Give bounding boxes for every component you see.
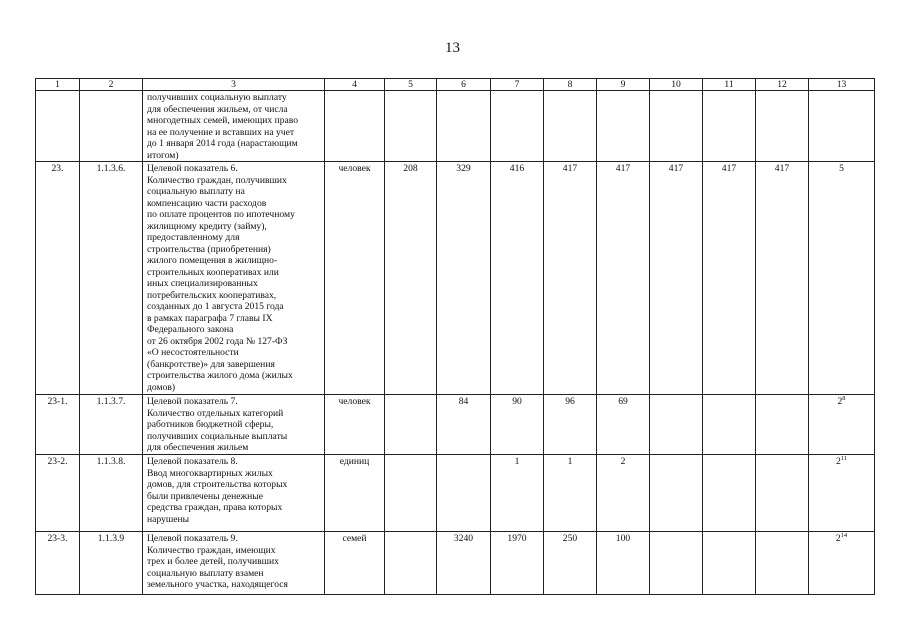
indicator-name-line: строительства жилого дома (жилых [147, 370, 293, 381]
code-cell: 1.1.3.6. [80, 162, 143, 395]
value-cell [756, 532, 809, 595]
value-cell: 69 [597, 395, 650, 455]
note-value: 5 [839, 163, 844, 174]
indicator-name-line: Целевой показатель 9. [147, 533, 238, 544]
indicator-name-line: потребительских кооперативах, [147, 289, 277, 301]
value-cell: 329 [437, 162, 491, 395]
row-number-cell [36, 91, 80, 162]
unit-cell [325, 91, 385, 162]
value-cell [491, 91, 544, 162]
value-cell: 84 [437, 395, 491, 455]
value-cell: 417 [703, 162, 756, 395]
indicator-name-line: итогом) [147, 149, 179, 161]
indicator-name-line: «О несостоятельности [147, 347, 239, 358]
value-cell [703, 395, 756, 455]
value-cell [544, 91, 597, 162]
column-header: 8 [544, 79, 597, 91]
indicator-name-line: иных специализированных [147, 278, 258, 289]
column-header: 10 [650, 79, 703, 91]
value-cell: 1 [491, 455, 544, 532]
footnote-marker: 14 [840, 532, 848, 539]
unit-cell: человек [325, 162, 385, 395]
indicator-name-line: работников бюджетной сферы, [147, 419, 274, 430]
indicator-name-line: Целевой показатель 6. [147, 163, 238, 174]
column-header: 9 [597, 79, 650, 91]
column-header: 12 [756, 79, 809, 91]
column-header: 4 [325, 79, 385, 91]
indicator-name-line: получивших социальную выплату [147, 92, 287, 103]
value-cell [703, 455, 756, 532]
row-number-cell: 23-2. [36, 455, 80, 532]
value-cell [756, 91, 809, 162]
indicator-name-line: строительства (приобретения) [147, 243, 271, 255]
value-cell [597, 91, 650, 162]
footnote-marker: 8 [842, 395, 846, 402]
indicator-name-line: строительных кооперативах или [147, 266, 279, 278]
value-cell: 3240 [437, 532, 491, 595]
value-cell [650, 532, 703, 595]
indicator-name-line: в рамках параграфа 7 главы IX [147, 312, 273, 324]
indicator-name-line: социальную выплату взамен [147, 567, 264, 579]
row-number-cell: 23-1. [36, 395, 80, 455]
indicator-name-line: Целевой показатель 7. [147, 396, 238, 407]
value-cell: 417 [597, 162, 650, 395]
indicator-name-cell [143, 532, 325, 595]
note-cell [809, 162, 875, 395]
indicator-name-line: по оплате процентов по ипотечному [147, 209, 295, 220]
page-number: 13 [445, 40, 460, 56]
value-cell: 90 [491, 395, 544, 455]
column-header: 1 [36, 79, 80, 91]
indicator-name-line: Федерального закона [147, 324, 234, 335]
value-cell: 96 [544, 395, 597, 455]
unit-cell: семей [325, 532, 385, 595]
indicator-name-cell [143, 91, 325, 162]
indicator-name-line: Количество отдельных категорий [147, 407, 284, 419]
indicator-name-cell [143, 455, 325, 532]
indicator-name-cell [143, 395, 325, 455]
indicator-name-line: для обеспечения жильем [147, 442, 249, 453]
value-cell: 1970 [491, 532, 544, 595]
indicator-name-line: были привлечены денежные [147, 490, 263, 502]
indicator-name-line: домов) [147, 381, 176, 393]
indicator-name-line: трех и более детей, получивших [147, 556, 279, 567]
value-cell [385, 532, 437, 595]
code-cell [80, 91, 143, 162]
column-header: 5 [385, 79, 437, 91]
table-row [36, 532, 875, 595]
value-cell [650, 455, 703, 532]
indicator-name-line: на ее получение и вставших на учет [147, 126, 295, 138]
code-cell: 1.1.3.9 [80, 532, 143, 595]
indicator-name-line: Ввод многоквартирных жилых [147, 467, 273, 479]
value-cell [703, 532, 756, 595]
value-cell [756, 395, 809, 455]
value-cell [756, 455, 809, 532]
note-cell [809, 91, 875, 162]
value-cell [385, 91, 437, 162]
indicator-name-line: для обеспечения жильем, от числа [147, 103, 288, 115]
indicator-name-line: предоставленному для [147, 232, 240, 243]
indicator-name-cell [143, 162, 325, 395]
value-cell: 417 [650, 162, 703, 395]
footnote-marker: 11 [840, 455, 848, 462]
value-cell: 100 [597, 532, 650, 595]
value-cell [437, 455, 491, 532]
table-row [36, 395, 875, 455]
indicator-name-line: до 1 января 2014 года (нарастающим [147, 138, 298, 149]
value-cell [385, 395, 437, 455]
row-number-cell: 23-3. [36, 532, 80, 595]
indicator-name-line: домов, для строительства которых [147, 479, 288, 490]
indicator-name-line: компенсацию части расходов [147, 197, 267, 209]
indicator-name-line: земельного участка, находящегося [147, 579, 288, 590]
note-cell [809, 532, 875, 595]
value-cell [703, 91, 756, 162]
value-cell [437, 91, 491, 162]
indicator-name-line: многодетных семей, имеющих право [147, 115, 299, 126]
column-header: 3 [143, 79, 325, 91]
table-row [36, 162, 875, 395]
note-cell [809, 395, 875, 455]
indicator-name-line: Количество граждан, имеющих [147, 544, 276, 556]
row-number-cell: 23. [36, 162, 80, 395]
column-header: 2 [80, 79, 143, 91]
column-number-row [36, 79, 875, 91]
indicator-name-line: (банкротстве)» для завершения [147, 358, 275, 370]
table-row [36, 455, 875, 532]
indicator-name-line: получивших социальные выплаты [147, 430, 288, 442]
indicator-name-line: Количество граждан, получивших [147, 174, 287, 186]
value-cell: 1 [544, 455, 597, 532]
table-row [36, 91, 875, 162]
column-header: 7 [491, 79, 544, 91]
unit-cell: единиц [325, 455, 385, 532]
value-cell: 250 [544, 532, 597, 595]
code-cell: 1.1.3.8. [80, 455, 143, 532]
indicator-name-line: созданных до 1 августа 2015 года [147, 301, 284, 312]
value-cell: 417 [756, 162, 809, 395]
value-cell: 416 [491, 162, 544, 395]
indicator-name-line: социальную выплату на [147, 186, 245, 197]
note-value: 2 [837, 396, 843, 407]
code-cell: 1.1.3.7. [80, 395, 143, 455]
note-value: 2 [835, 456, 841, 467]
indicator-name-line: нарушены [147, 513, 190, 525]
note-cell [809, 455, 875, 532]
value-cell [650, 395, 703, 455]
note-value: 2 [835, 533, 841, 544]
indicator-name-line: жилого помещения в жилищно- [147, 255, 278, 266]
value-cell [385, 455, 437, 532]
value-cell: 2 [597, 455, 650, 532]
unit-cell: человек [325, 395, 385, 455]
column-header: 6 [437, 79, 491, 91]
indicator-name-line: средства граждан, права которых [147, 502, 283, 513]
indicators-table [35, 78, 875, 595]
value-cell: 208 [385, 162, 437, 395]
value-cell: 417 [544, 162, 597, 395]
indicator-name-line: жилищному кредиту (займу), [147, 220, 267, 232]
indicator-name-line: от 26 октября 2002 года № 127-ФЗ [147, 335, 288, 347]
column-header: 13 [809, 79, 875, 91]
column-header: 11 [703, 79, 756, 91]
indicator-name-line: Целевой показатель 8. [147, 456, 238, 467]
value-cell [650, 91, 703, 162]
